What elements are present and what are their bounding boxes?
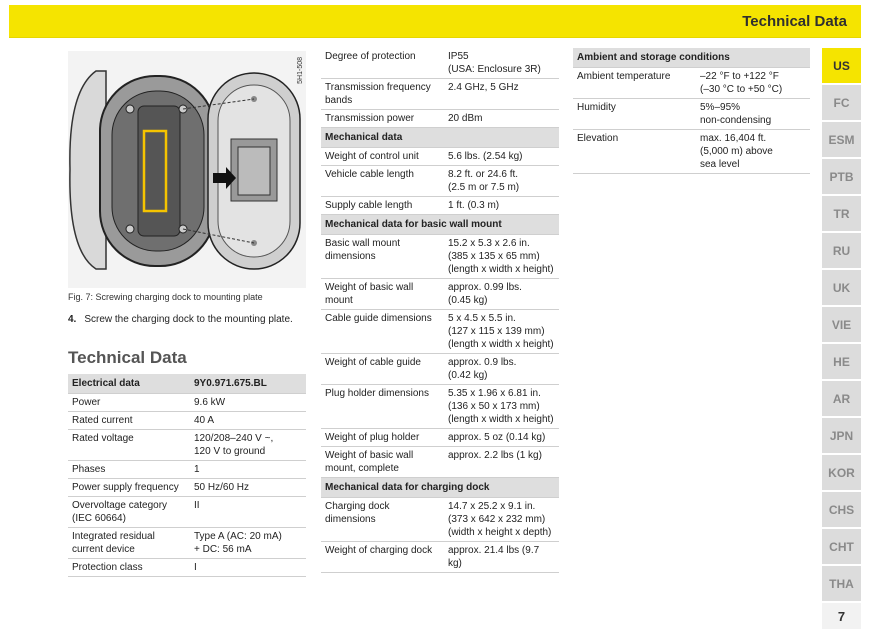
table-row [68,412,306,430]
table-row [321,447,559,478]
table-cell: 20 dBm [444,110,559,128]
electrical-data-table [68,374,306,577]
table-cell: 50 Hz/60 Hz [190,479,306,497]
table-row [321,197,559,215]
table-row [68,559,306,577]
table-row [321,148,559,166]
table-cell: 2.4 GHz, 5 GHz [444,79,559,110]
table-cell: Weight of charging dock [321,542,444,573]
language-tab-esm[interactable]: ESM [822,122,861,157]
table-row [321,385,559,429]
table-cell: II [190,497,306,528]
table-cell: Transmission frequency bands [321,79,444,110]
table-row [68,394,306,412]
table-row [68,479,306,497]
figure-caption: Fig. 7: Screwing charging dock to mounting plate [68,292,263,302]
table-cell: Transmission power [321,110,444,128]
table-row [321,354,559,385]
language-tab-kor[interactable]: KOR [822,455,861,490]
step-number: 4. [68,314,77,325]
table-cell: Rated voltage [68,430,190,461]
table-row [321,498,559,542]
table-cell: Integrated residual current device [68,528,190,559]
table-cell: Charging dock dimensions [321,498,444,542]
section-title: Technical Data [68,348,187,367]
header-title: Technical Data [742,13,847,30]
language-tab-ar[interactable]: AR [822,381,861,416]
table-cell: Vehicle cable length [321,166,444,197]
table-cell: Type A (AC: 20 mA) + DC: 56 mA [190,528,306,559]
table-cell: 1 ft. (0.3 m) [444,197,559,215]
table-cell: Ambient temperature [573,68,696,99]
table-row [68,461,306,479]
language-tab-tr[interactable]: TR [822,196,861,231]
table-cell: –22 °F to +122 °F (–30 °C to +50 °C) [696,68,810,99]
table-row [573,68,810,99]
table-cell: Ambient and storage conditions [573,48,810,68]
table-cell: Supply cable length [321,197,444,215]
table-cell: Power [68,394,190,412]
table-cell: Humidity [573,99,696,130]
table-cell: Weight of plug holder [321,429,444,447]
table-section-header [321,215,559,235]
table-cell: 5%–95% non-condensing [696,99,810,130]
table-cell: Basic wall mount dimensions [321,235,444,279]
language-tab-uk[interactable]: UK [822,270,861,305]
table-header-row [573,48,810,68]
language-tab-cht[interactable]: CHT [822,529,861,564]
table-cell: 5.35 x 1.96 x 6.81 in. (136 x 50 x 173 mm) (length x width x height) [444,385,559,429]
step-text: Screw the charging dock to the mounting plate. [84,314,293,325]
table-cell: approx. 21.4 lbs (9.7 kg) [444,542,559,573]
table-section-header [321,128,559,148]
table-cell: 14.7 x 25.2 x 9.1 in. (373 x 642 x 232 mm) (width x height x depth) [444,498,559,542]
table-row [321,48,559,79]
language-tab-tha[interactable]: THA [822,566,861,601]
table-cell: Rated current [68,412,190,430]
table-cell: Degree of protection [321,48,444,79]
table-cell: approx. 5 oz (0.14 kg) [444,429,559,447]
table-row [321,429,559,447]
table-cell: approx. 0.99 lbs. (0.45 kg) [444,279,559,310]
page-number: 7 [822,603,861,629]
table-cell: Electrical data [68,374,190,394]
table-cell: I [190,559,306,577]
table-cell: max. 16,404 ft. (5,000 m) above sea level [696,130,810,174]
table-cell: 40 A [190,412,306,430]
table-cell: approx. 0.9 lbs. (0.42 kg) [444,354,559,385]
mechanical-data-table [321,48,559,573]
table-cell: 9Y0.971.675.BL [190,374,306,394]
table-row [321,542,559,573]
table-cell: Cable guide dimensions [321,310,444,354]
table-row [573,99,810,130]
table-row [68,528,306,559]
table-cell: Elevation [573,130,696,174]
table-cell: 120/208–240 V ~, 120 V to ground [190,430,306,461]
language-tab-us[interactable]: US [822,48,861,83]
table-cell: Protection class [68,559,190,577]
table-row [321,79,559,110]
table-header-row [68,374,306,394]
table-cell: Plug holder dimensions [321,385,444,429]
table-cell: IP55 (USA: Enclosure 3R) [444,48,559,79]
table-cell: 5 x 4.5 x 5.5 in. (127 x 115 x 139 mm) (length x width x height) [444,310,559,354]
table-cell: Mechanical data for basic wall mount [321,215,559,235]
table-cell: 5.6 lbs. (2.54 kg) [444,148,559,166]
table-cell: approx. 2.2 lbs (1 kg) [444,447,559,478]
language-tab-vie[interactable]: VIE [822,307,861,342]
page-header [9,5,861,38]
table-cell: 8.2 ft. or 24.6 ft. (2.5 m or 7.5 m) [444,166,559,197]
table-row [68,497,306,528]
table-row [321,235,559,279]
ambient-conditions-table [573,48,810,174]
instruction-step [68,314,293,325]
figure-code: 5H1-508 [297,57,304,84]
table-section-header [321,478,559,498]
table-cell: Power supply frequency [68,479,190,497]
table-cell: 15.2 x 5.3 x 2.6 in. (385 x 135 x 65 mm) (length x width x height) [444,235,559,279]
table-cell: Weight of control unit [321,148,444,166]
charging-dock-illustration [68,51,306,288]
figure-charging-dock [68,51,306,288]
table-row [321,110,559,128]
table-row [321,279,559,310]
language-tab-fc[interactable]: FC [822,85,861,120]
table-cell: 1 [190,461,306,479]
table-row [573,130,810,174]
table-cell: Weight of cable guide [321,354,444,385]
table-row [321,310,559,354]
table-cell: Phases [68,461,190,479]
table-cell: Mechanical data [321,128,559,148]
table-cell: Weight of basic wall mount [321,279,444,310]
language-tab-he[interactable]: HE [822,344,861,379]
table-cell: Weight of basic wall mount, complete [321,447,444,478]
table-row [68,430,306,461]
language-tab-ptb[interactable]: PTB [822,159,861,194]
table-cell: Mechanical data for charging dock [321,478,559,498]
language-tab-jpn[interactable]: JPN [822,418,861,453]
language-tab-ru[interactable]: RU [822,233,861,268]
table-row [321,166,559,197]
language-tab-chs[interactable]: CHS [822,492,861,527]
table-cell: 9.6 kW [190,394,306,412]
table-cell: Overvoltage category (IEC 60664) [68,497,190,528]
